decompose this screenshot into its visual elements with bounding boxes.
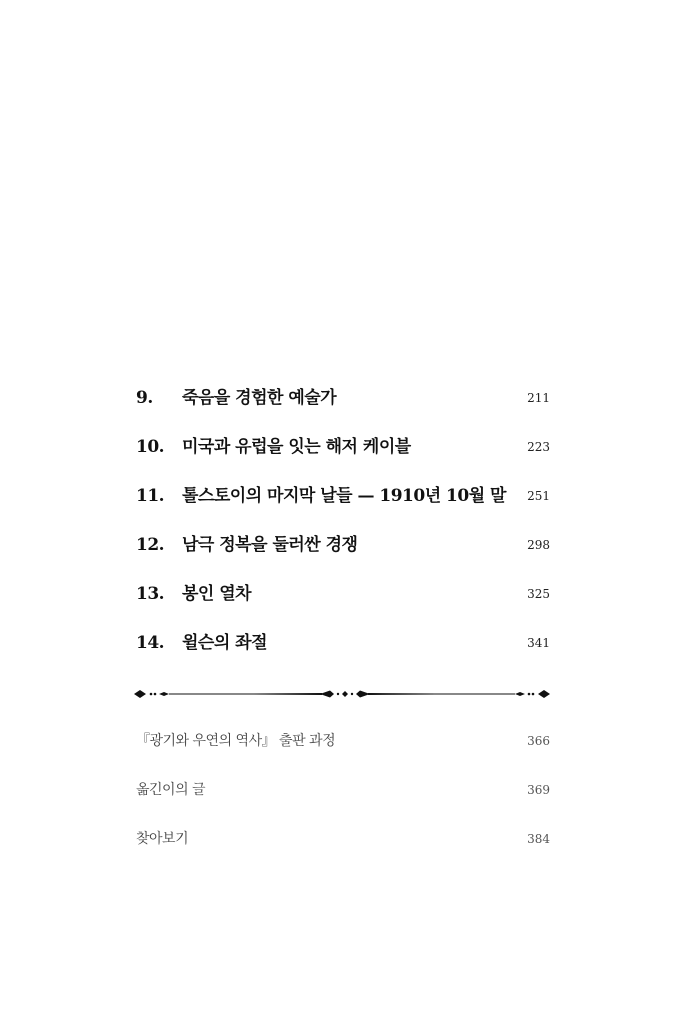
page-number: 223 [527,440,550,454]
toc-entry-index [136,824,550,854]
back-matter-title: 찾아보기 [136,831,189,847]
toc-entry-chapter-12 [136,530,550,560]
toc-entry-chapter-9 [136,383,550,413]
toc-entry-chapter-14 [136,628,550,658]
chapter-title: 톨스토이의 마지막 날들 — 1910년 10월 말 [182,486,506,506]
toc-entry-chapter-11 [136,481,550,511]
ornamental-divider [134,686,550,702]
back-matter-title: 『광기와 우연의 역사』 출판 과정 [136,733,336,749]
page-number: 366 [527,734,550,748]
chapter-number: 12. [136,535,165,555]
chapter-title: 봉인 열차 [182,584,252,604]
chapter-title: 남극 정복을 둘러싼 경쟁 [182,535,358,555]
chapter-title: 윌슨의 좌절 [182,633,268,653]
chapter-number: 13. [136,584,165,604]
page-number: 211 [527,391,550,405]
toc-entry-translator-note [136,775,550,805]
chapter-number: 14. [136,633,165,653]
page-number: 325 [527,587,550,601]
page-number: 298 [527,538,550,552]
page-number: 251 [527,489,550,503]
chapter-number: 11. [136,486,165,506]
toc-entry-chapter-10 [136,432,550,462]
chapter-title: 죽음을 경험한 예술가 [182,388,337,408]
page-number: 384 [527,832,550,846]
chapter-title: 미국과 유럽을 잇는 해저 케이블 [182,437,411,457]
back-matter-title: 옮긴이의 글 [136,782,206,798]
chapter-number: 10. [136,437,165,457]
page-number: 369 [527,783,550,797]
chapter-number: 9. [136,388,153,408]
toc-entry-publishing-process [136,726,550,756]
toc-entry-chapter-13 [136,579,550,609]
page-number: 341 [527,636,550,650]
